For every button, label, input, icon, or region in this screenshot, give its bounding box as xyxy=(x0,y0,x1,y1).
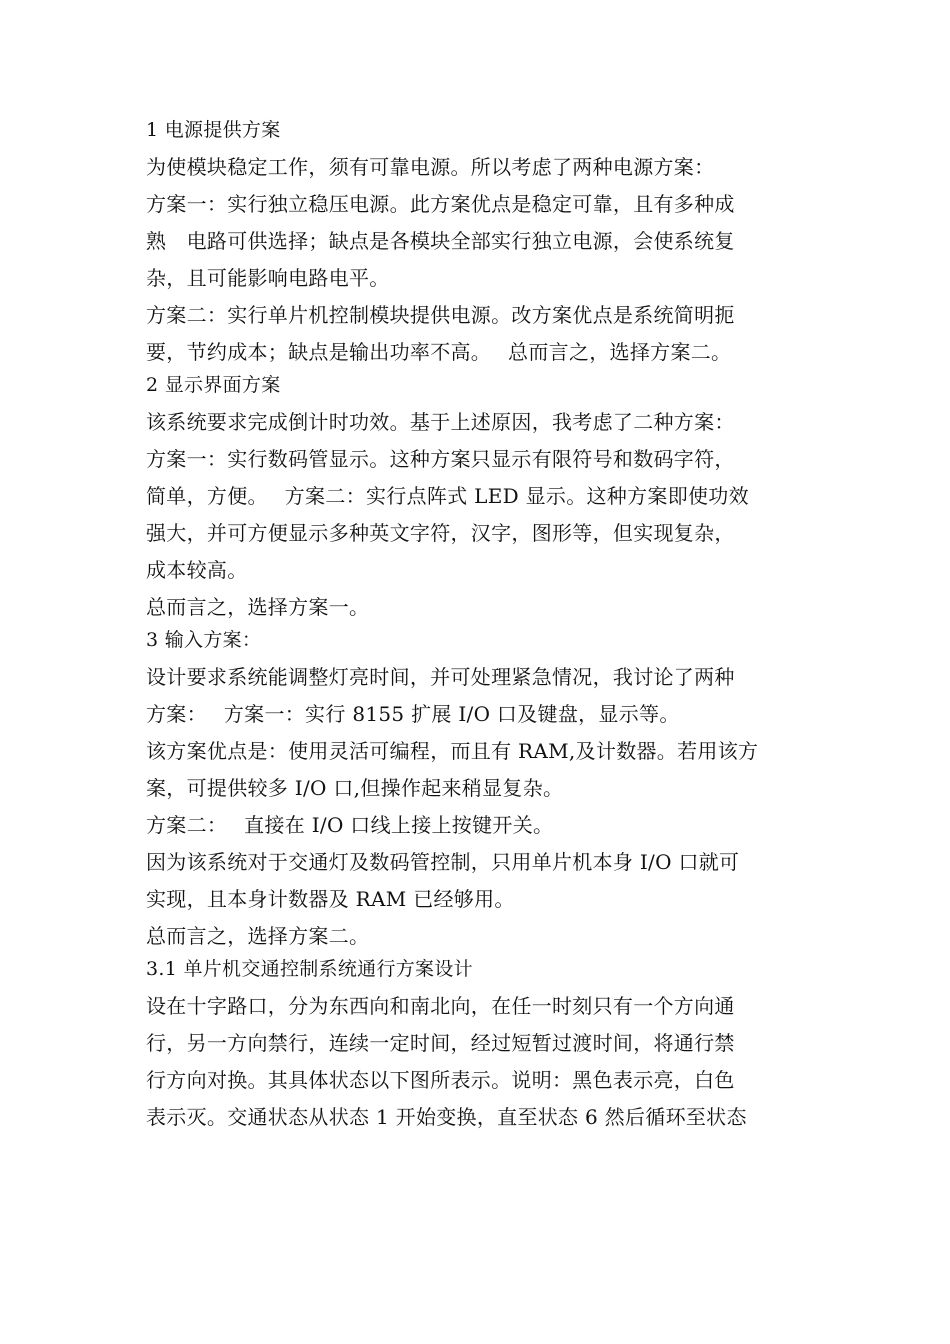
section-heading-power: 1 电源提供方案 xyxy=(146,119,281,141)
paragraph-line: 表示灭。交通状态从状态 1 开始变换，直至状态 6 然后循环至状态 xyxy=(146,1105,747,1129)
paragraph-line: 方案一：实行数码管显示。这种方案只显示有限符号和数码字符， xyxy=(146,447,735,471)
section-heading-display: 2 显示界面方案 xyxy=(146,374,281,396)
paragraph-line: 设在十字路口，分为东西向和南北向，在任一时刻只有一个方向通 xyxy=(146,994,735,1018)
paragraph-line: 行，另一方向禁行，连续一定时间，经过短暂过渡时间，将通行禁 xyxy=(146,1031,735,1055)
paragraph-line: 强大，并可方便显示多种英文字符，汉字，图形等，但实现复杂， xyxy=(146,521,735,545)
paragraph-line: 设计要求系统能调整灯亮时间，并可处理紧急情况，我讨论了两种 xyxy=(146,665,735,689)
paragraph-line: 方案： 方案一：实行 8155 扩展 I/O 口及键盘，显示等。 xyxy=(146,702,680,726)
paragraph-line: 该系统要求完成倒计时功效。基于上述原因，我考虑了二种方案： xyxy=(146,410,735,434)
section-heading-input: 3 输入方案： xyxy=(146,629,262,651)
paragraph-line: 为使模块稳定工作，须有可靠电源。所以考虑了两种电源方案： xyxy=(146,155,715,179)
paragraph-line: 熟 电路可供选择；缺点是各模块全部实行独立电源，会使系统复 xyxy=(146,229,735,253)
paragraph-line: 方案二： 直接在 I/O 口线上接上按键开关。 xyxy=(146,813,554,837)
section-heading-traffic-scheme: 3.1 单片机交通控制系统通行方案设计 xyxy=(146,958,473,980)
paragraph-line: 案，可提供较多 I/O 口,但操作起来稍显复杂。 xyxy=(146,776,564,800)
paragraph-line: 总而言之，选择方案一。 xyxy=(146,595,370,619)
paragraph-line: 要，节约成本；缺点是输出功率不高。 总而言之，选择方案二。 xyxy=(146,340,732,364)
paragraph-line: 方案二：实行单片机控制模块提供电源。改方案优点是系统简明扼 xyxy=(146,303,735,327)
paragraph-line: 该方案优点是：使用灵活可编程，而且有 RAM,及计数器。若用该方 xyxy=(146,739,759,763)
document-body xyxy=(146,114,810,1134)
paragraph-line: 杂，且可能影响电路电平。 xyxy=(146,266,390,290)
paragraph-line: 成本较高。 xyxy=(146,558,248,582)
paragraph-line: 行方向对换。其具体状态以下图所表示。说明：黑色表示亮，白色 xyxy=(146,1068,735,1092)
paragraph-line: 因为该系统对于交通灯及数码管控制，只用单片机本身 I/O 口就可 xyxy=(146,850,740,874)
paragraph-line: 简单，方便。 方案二：实行点阵式 LED 显示。这种方案即使功效 xyxy=(146,484,749,508)
paragraph-line: 总而言之，选择方案二。 xyxy=(146,924,370,948)
paragraph-line: 实现，且本身计数器及 RAM 已经够用。 xyxy=(146,887,515,911)
paragraph-line: 方案一：实行独立稳压电源。此方案优点是稳定可靠，且有多种成 xyxy=(146,192,735,216)
